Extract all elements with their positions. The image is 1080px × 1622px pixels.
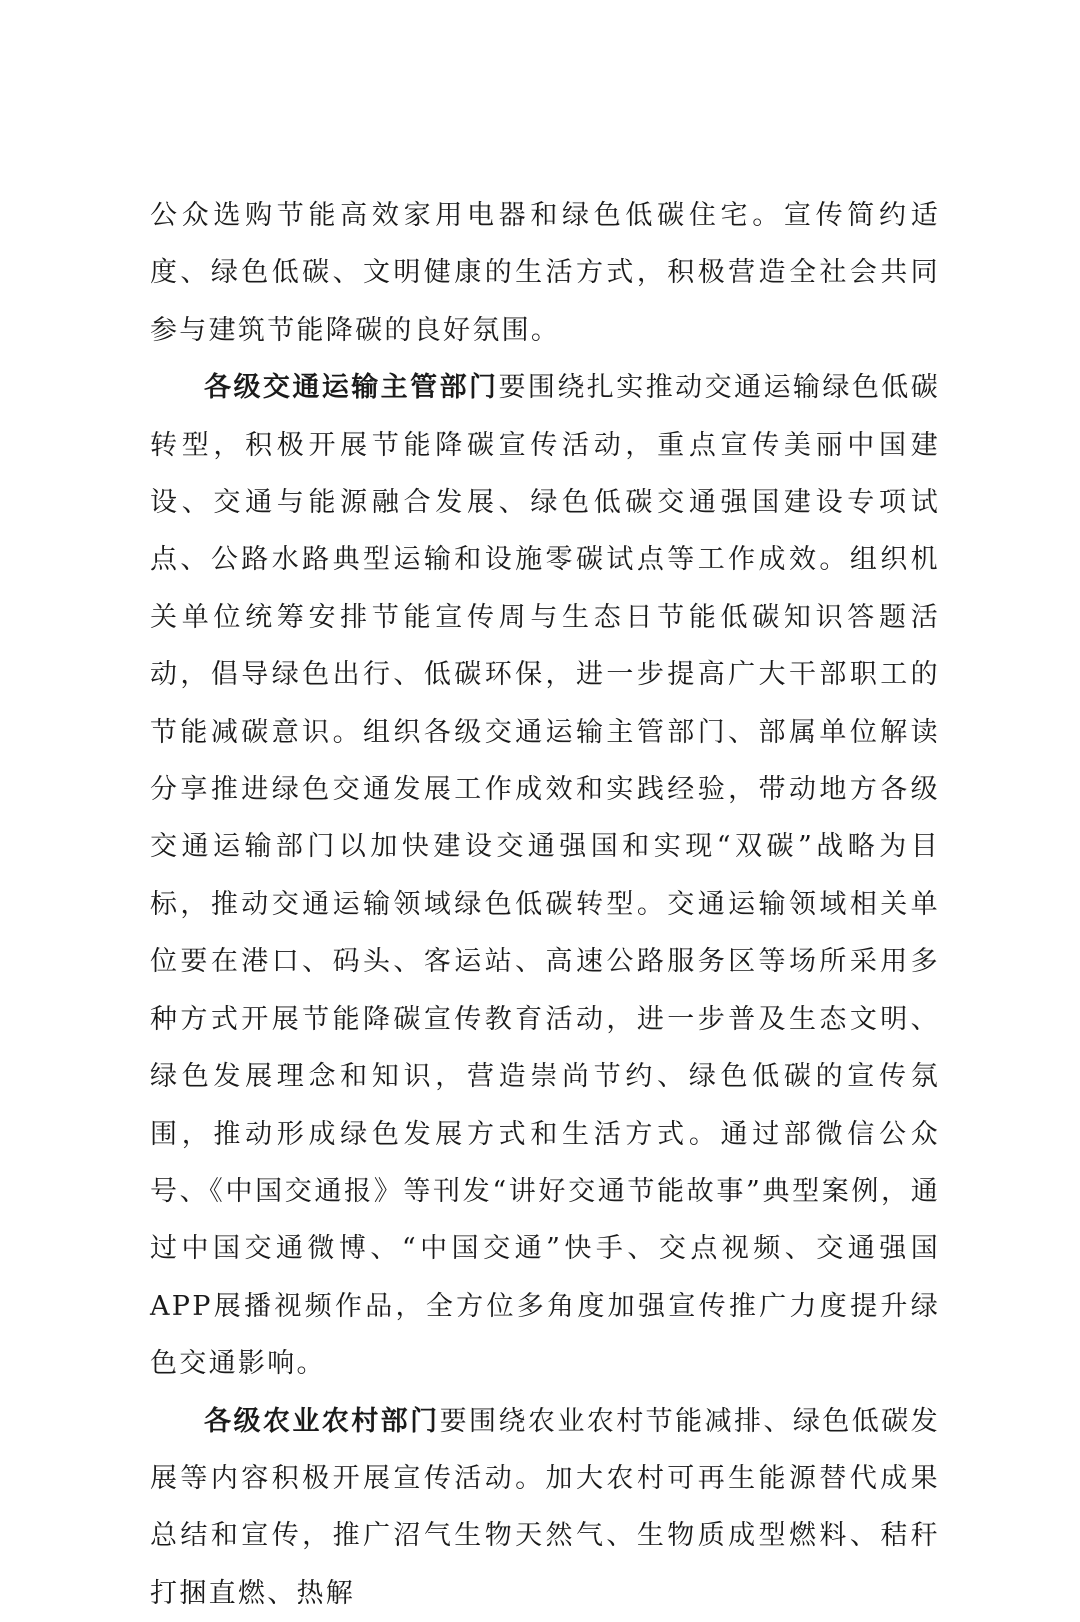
paragraph-lead: 各级农业农村部门: [204, 1405, 440, 1437]
paragraph-text: 要围绕扎实推动交通运输绿色低碳转型，积极开展节能降碳宣传活动，重点宣传美丽中国建设、交通与能源融合发展、绿色低碳交通强国建设专项试点、公路水路典型运输和设施零碳试点等工作成效。组织机关单位统筹安排节能宣传周与生态日节能低碳知识答题活动，倡导绿色出行、低碳环保，进一步提高广大干部职工的节能减碳意识。组织各级交通运输主管部门、部属单位解读分享推进绿色交通发展工作成效和实践经验，带动地方各级交通运输部门以加快建设交通强国和实现“双碳”战略为目标，推动交通运输领域绿色低碳转型。交通运输领域相关单位要在港口、码头、客运站、高速公路服务区等场所采用多种方式开展节能降碳宣传教育活动，进一步普及生态文明、绿色发展理念和知识，营造崇尚节约、绿色低碳的宣传氛围，推动形成绿色发展方式和生活方式。通过部微信公众号、《中国交通报》等刊发“讲好交通节能故事”典型案例，通过中国交通微博、“中国交通”快手、交点视频、交通强国APP展播视频作品，全方位多角度加强宣传推广力度提升绿色交通影响。: [150, 372, 941, 1380]
paragraph-transport: [150, 359, 940, 1392]
paragraph-agriculture: [150, 1393, 940, 1622]
paragraph-lead: 各级交通运输主管部门: [204, 372, 499, 404]
paragraph-text: 公众选购节能高效家用电器和绿色低碳住宅。宣传简约适度、绿色低碳、文明健康的生活方式，积极营造全社会共同参与建筑节能降碳的良好氛围。: [150, 200, 940, 346]
document-body: [150, 187, 940, 1622]
paragraph-text: 要围绕农业农村节能减排、绿色低碳发展等内容积极开展宣传活动。加大农村可再生能源替代成果总结和宣传，推广沼气生物天然气、生物质成型燃料、秸秆打捆直燃、热解: [150, 1405, 940, 1609]
paragraph-continuation: [150, 187, 940, 359]
